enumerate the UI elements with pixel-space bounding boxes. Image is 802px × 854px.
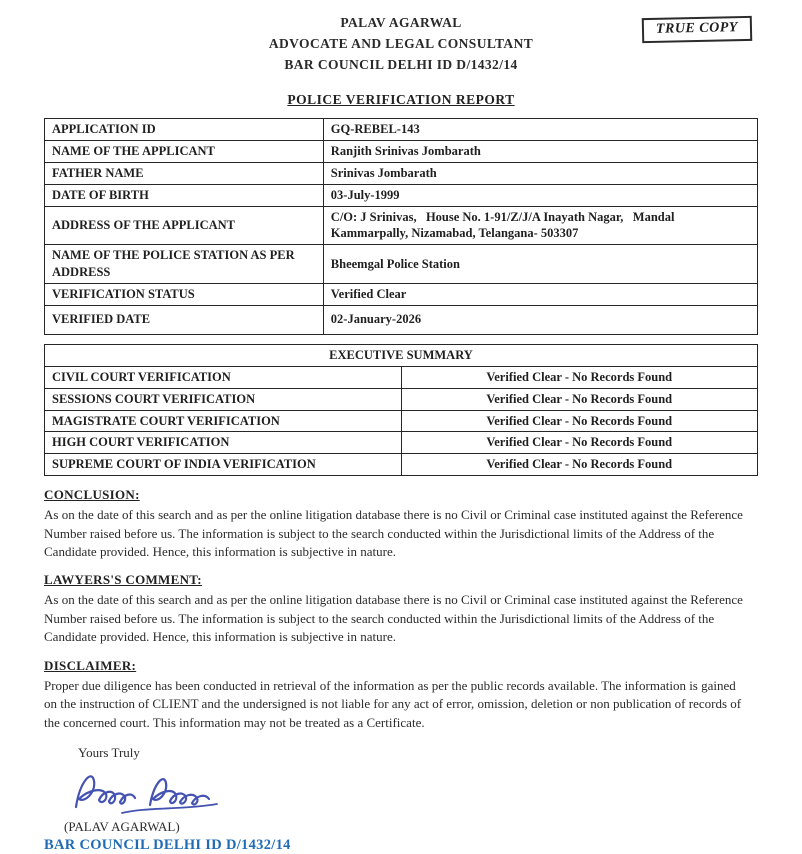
row-value: Verified Clear - No Records Found <box>401 432 758 454</box>
lawyers-comment-section <box>44 572 758 646</box>
advocate-role: ADVOCATE AND LEGAL CONSULTANT <box>268 36 534 51</box>
applicant-details-table <box>44 118 758 335</box>
row-value: Verified Clear - No Records Found <box>401 366 758 388</box>
handwritten-signature <box>62 763 758 819</box>
advocate-name: PALAV AGARWAL <box>340 15 462 30</box>
table-row <box>45 432 758 454</box>
row-label: CIVIL COURT VERIFICATION <box>45 366 402 388</box>
row-value: Verified Clear - No Records Found <box>401 388 758 410</box>
row-value: Verified Clear - No Records Found <box>401 454 758 476</box>
lawyers-comment-text: As on the date of this search and as per the online litigation database there is no Civil or Criminal case instituted against the Reference Number raised before us. The information is subject to the search conducted within the Jurisdictional limits of the Address of the Candidate provided. Hence, this information is subjective in nature. <box>44 592 743 645</box>
conclusion-heading: CONCLUSION: <box>44 487 140 503</box>
row-label: HIGH COURT VERIFICATION <box>45 432 402 454</box>
row-label: DATE OF BIRTH <box>45 184 324 206</box>
true-copy-stamp: TRUE COPY <box>642 16 752 43</box>
summary-title: EXECUTIVE SUMMARY <box>45 344 758 366</box>
row-value: Srinivas Jombarath <box>323 162 757 184</box>
table-row <box>45 206 758 245</box>
row-value: 03-July-1999 <box>323 184 757 206</box>
table-row <box>45 184 758 206</box>
conclusion-section <box>44 487 758 561</box>
row-value: Verified Clear - No Records Found <box>401 410 758 432</box>
row-label: NAME OF THE POLICE STATION AS PER ADDRESS <box>45 245 324 284</box>
row-label: FATHER NAME <box>45 162 324 184</box>
row-label: SUPREME COURT OF INDIA VERIFICATION <box>45 454 402 476</box>
row-value: Verified Clear <box>323 284 757 306</box>
executive-summary-table <box>44 344 758 476</box>
lawyers-comment-heading: LAWYERS'S COMMENT: <box>44 572 202 588</box>
conclusion-text: As on the date of this search and as per the online litigation database there is no Civil or Criminal case instituted against the Reference Number raised before us. The information is subject to the search conducted within the Jurisdictional limits of the Address of the Candidate provided. Hence, this information is subjective in nature. <box>44 507 743 560</box>
summary-header-row <box>45 344 758 366</box>
advocate-council-id: BAR COUNCIL DELHI ID D/1432/14 <box>284 57 518 72</box>
row-value: C/O: J Srinivas, House No. 1-91/Z/J/A Inayath Nagar, Mandal Kammarpally, Nizamabad, Telangana- 503307 <box>323 206 757 245</box>
row-value: Bheemgal Police Station <box>323 245 757 284</box>
row-value: 02-January-2026 <box>323 305 757 334</box>
disclaimer-text: Proper due diligence has been conducted in retrieval of the information as per the public records available. The information is gained on the instruction of CLIENT and the undersigned is not liable for any act of error, omission, deletion or non publication of records of the concerned court. This information may not be treated as a Certificate. <box>44 677 742 730</box>
row-label: SESSIONS COURT VERIFICATION <box>45 388 402 410</box>
table-row <box>45 119 758 141</box>
row-value: Ranjith Srinivas Jombarath <box>323 140 757 162</box>
table-row <box>45 410 758 432</box>
table-row <box>45 454 758 476</box>
row-label: APPLICATION ID <box>45 119 324 141</box>
row-label: MAGISTRATE COURT VERIFICATION <box>45 410 402 432</box>
disclaimer-section <box>44 658 758 732</box>
disclaimer-heading: DISCLAIMER: <box>44 657 137 673</box>
row-label: VERIFICATION STATUS <box>45 284 324 306</box>
table-row <box>45 366 758 388</box>
salutation: Yours Truly <box>78 745 140 761</box>
table-row <box>45 162 758 184</box>
table-row <box>45 284 758 306</box>
table-row <box>45 140 758 162</box>
table-row <box>45 245 758 284</box>
table-row <box>45 305 758 334</box>
report-title: POLICE VERIFICATION REPORT <box>287 92 515 107</box>
signature-image <box>62 763 252 819</box>
row-value: GQ-REBEL-143 <box>323 119 757 141</box>
council-id-footer: BAR COUNCIL DELHI ID D/1432/14 <box>44 837 291 854</box>
row-label: VERIFIED DATE <box>45 305 324 334</box>
table-row <box>45 388 758 410</box>
row-label: ADDRESS OF THE APPLICANT <box>45 206 324 245</box>
signatory-name: (PALAV AGARWAL) <box>64 819 180 835</box>
row-label: NAME OF THE APPLICANT <box>45 140 324 162</box>
